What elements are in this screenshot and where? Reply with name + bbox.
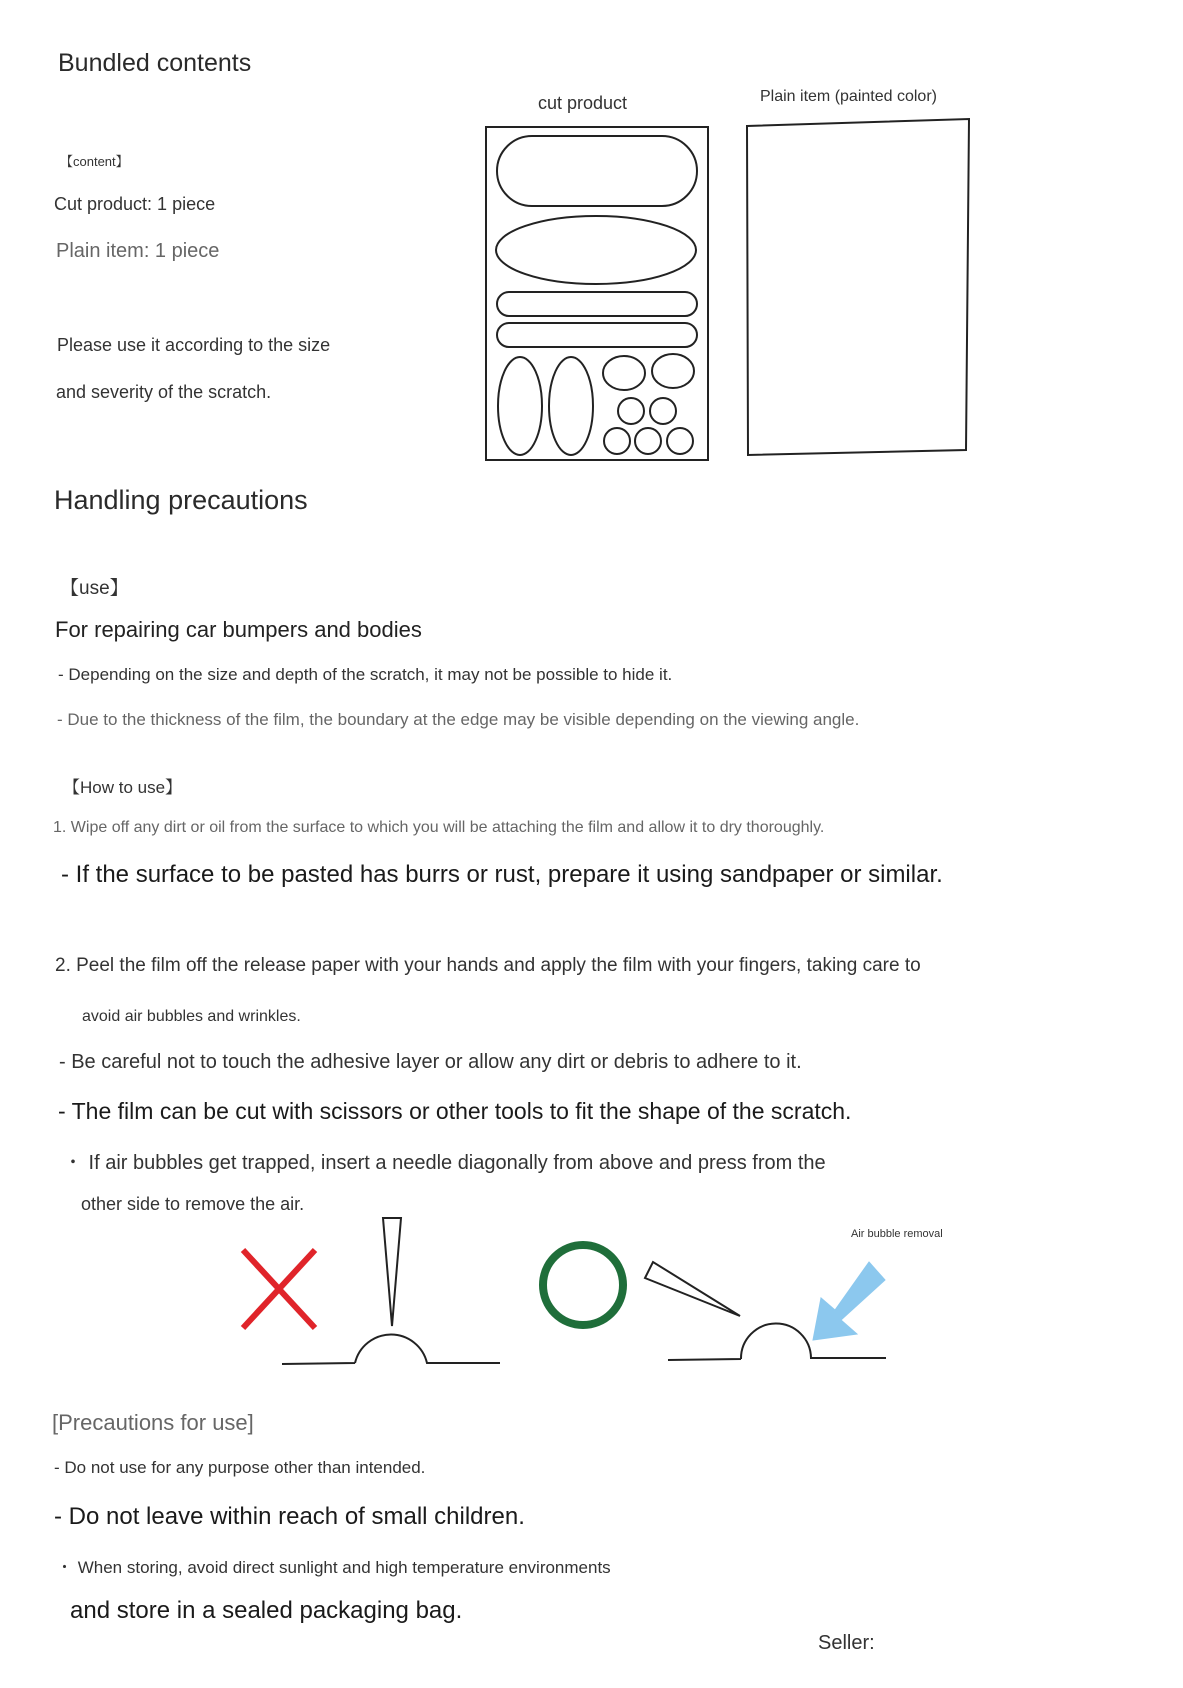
seller-label: Seller: bbox=[818, 1632, 875, 1654]
plain-item-count: Plain item: 1 piece bbox=[56, 240, 220, 262]
bubble-line-2: other side to remove the air. bbox=[81, 1194, 305, 1214]
handling-precautions-title: Handling precautions bbox=[54, 485, 308, 515]
step-2-note-1: - Be careful not to touch the adhesive layer or allow any dirt or debris to adhere to it. bbox=[59, 1051, 802, 1073]
step-2-line-1: 2. Peel the film off the release paper with your hands and apply the film with your fingers, taking care to bbox=[55, 955, 921, 976]
step-2-line-2: avoid air bubbles and wrinkles. bbox=[82, 1008, 301, 1025]
how-to-use-label: 【How to use】 bbox=[63, 778, 183, 797]
arrow-icon bbox=[813, 1262, 885, 1340]
correct-method-diagram bbox=[535, 1234, 895, 1368]
use-note-1: - Depending on the size and depth of the scratch, it may not be possible to hide it. bbox=[58, 665, 673, 684]
use-label: 【use】 bbox=[60, 578, 129, 599]
wrong-method-diagram bbox=[235, 1208, 505, 1368]
precaution-3: ・ When storing, avoid direct sunlight and high temperature environments bbox=[56, 1558, 611, 1577]
precaution-2: - Do not leave within reach of small children. bbox=[54, 1503, 525, 1530]
note-line-1: Please use it according to the size bbox=[57, 335, 331, 355]
note-line-2: and severity of the scratch. bbox=[56, 382, 272, 402]
step-1: 1. Wipe off any dirt or oil from the surface to which you will be attaching the film and allow it to dry thoroughly. bbox=[53, 819, 825, 836]
precaution-1: - Do not use for any purpose other than intended. bbox=[54, 1458, 426, 1477]
bubble-line-1: ・ If air bubbles get trapped, insert a needle diagonally from above and press from the bbox=[63, 1152, 826, 1174]
plain-item-sheet-illustration bbox=[744, 116, 976, 462]
cut-product-sheet-illustration bbox=[484, 124, 720, 466]
step-2-note-2: - The film can be cut with scissors or other tools to fit the shape of the scratch. bbox=[58, 1098, 852, 1124]
precaution-4: and store in a sealed packaging bag. bbox=[70, 1597, 463, 1624]
circle-mark-icon bbox=[543, 1245, 623, 1325]
use-text: For repairing car bumpers and bodies bbox=[55, 617, 422, 642]
use-note-2: - Due to the thickness of the film, the boundary at the edge may be visible depending on the viewing angle. bbox=[57, 710, 860, 729]
cut-product-count: Cut product: 1 piece bbox=[54, 194, 216, 214]
bundled-contents-title: Bundled contents bbox=[58, 49, 252, 77]
step-1-note: - If the surface to be pasted has burrs or rust, prepare it using sandpaper or similar. bbox=[61, 861, 943, 888]
x-mark-icon bbox=[243, 1250, 315, 1328]
cut-product-caption: cut product bbox=[538, 93, 628, 113]
air-bubble-removal-label: Air bubble removal bbox=[851, 1228, 943, 1240]
precautions-title: [Precautions for use] bbox=[52, 1410, 254, 1435]
plain-item-caption: Plain item (painted color) bbox=[760, 88, 937, 105]
content-label: 【content】 bbox=[60, 154, 129, 169]
